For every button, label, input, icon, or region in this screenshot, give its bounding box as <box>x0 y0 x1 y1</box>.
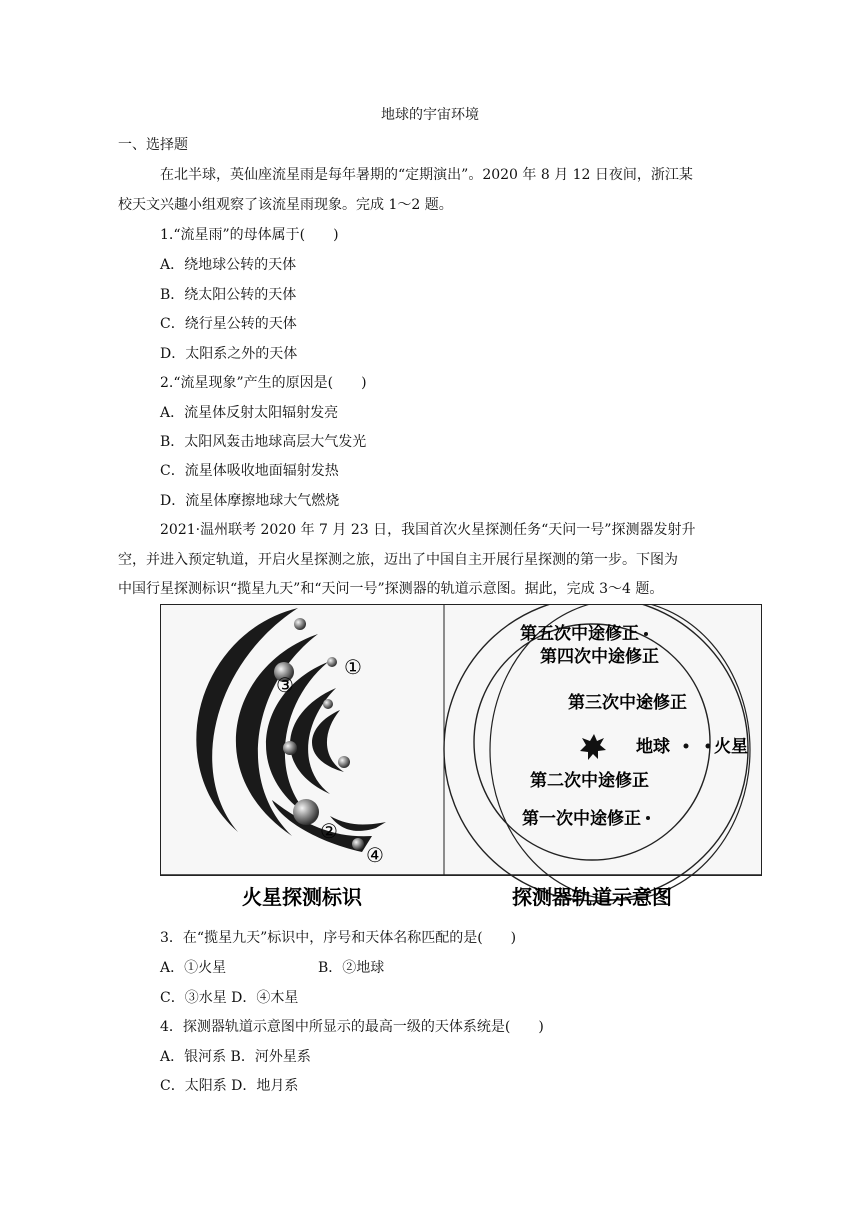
planet-ball-2 <box>327 657 337 667</box>
q4-stem: 4．探测器轨道示意图中所显示的最高一级的天体系统是( ) <box>160 1019 544 1035</box>
page-title: 地球的宇宙环境 <box>381 107 479 123</box>
correction-5-dot <box>644 632 648 636</box>
intro2-line1: 2021·温州联考 2020 年 7 月 23 日，我国首次火星探测任务“天问一号”探测器发射升 <box>160 522 696 538</box>
planet-ball-1 <box>294 618 306 630</box>
q4-options-cd: C．太阳系 D．地月系 <box>160 1078 299 1094</box>
q2-option-d: D．流星体摩擦地球大气燃烧 <box>160 493 340 509</box>
marker-2: ② <box>320 819 338 843</box>
planet-ball-6 <box>338 756 350 768</box>
label-third-correction: 第三次中途修正 <box>568 693 687 713</box>
section-heading: 一、选择题 <box>118 137 188 153</box>
label-fourth-correction: 第四次中途修正 <box>540 647 659 667</box>
marker-3: ③ <box>276 673 294 697</box>
q1-option-d: D．太阳系之外的天体 <box>160 346 298 362</box>
q1-option-a: A．绕地球公转的天体 <box>160 257 297 273</box>
q3-options-cd: C．③水星 D．④木星 <box>160 990 299 1006</box>
q3-stem: 3．在“揽星九天”标识中，序号和天体名称匹配的是( ) <box>160 930 517 946</box>
label-second-correction: 第二次中途修正 <box>530 771 649 791</box>
figure-composite <box>160 604 762 916</box>
q1-option-c: C．绕行星公转的天体 <box>160 316 297 332</box>
q3-option-a: A．①火星 <box>160 960 227 976</box>
intro2-line3: 中国行星探测标识“揽星九天”和“天问一号”探测器的轨道示意图。据此，完成 3～4 题。 <box>118 581 664 597</box>
mars-dot <box>706 744 711 749</box>
figure-svg <box>160 604 762 916</box>
q1-option-b: B．绕太阳公转的天体 <box>160 287 297 303</box>
marker-1: ① <box>344 655 362 679</box>
q4-options-ab: A．银河系 B．河外星系 <box>160 1049 311 1065</box>
planet-ball-7 <box>293 799 319 825</box>
earth-dot <box>684 744 689 749</box>
q3-option-b: B．②地球 <box>318 960 385 976</box>
label-fifth-correction: 第五次中途修正 <box>520 624 639 644</box>
q2-option-b: B．太阳风轰击地球高层大气发光 <box>160 434 367 450</box>
planet-ball-4 <box>323 699 333 709</box>
label-earth: 地球 <box>636 737 670 757</box>
q2-option-c: C．流星体吸收地面辐射发热 <box>160 463 339 479</box>
q1-stem: 1.“流星雨”的母体属于( ) <box>160 227 339 243</box>
q2-stem: 2.“流星现象”产生的原因是( ) <box>160 375 367 391</box>
planet-ball-8 <box>352 838 364 850</box>
intro2-line2: 空，并进入预定轨道，开启火星探测之旅，迈出了中国自主开展行星探测的第一步。下图为 <box>118 552 678 568</box>
intro1-line1: 在北半球，英仙座流星雨是每年暑期的“定期演出”。2020 年 8 月 12 日夜间，浙江某 <box>160 167 693 183</box>
caption-right: 探测器轨道示意图 <box>512 885 672 909</box>
q2-option-a: A．流星体反射太阳辐射发亮 <box>160 405 339 421</box>
marker-4: ④ <box>366 843 384 867</box>
caption-left: 火星探测标识 <box>242 885 362 909</box>
planet-ball-5 <box>283 741 297 755</box>
intro1-line2: 校天文兴趣小组观察了该流星雨现象。完成 1～2 题。 <box>118 197 453 213</box>
correction-1-dot <box>646 816 650 820</box>
label-first-correction: 第一次中途修正 <box>522 809 641 829</box>
label-mars: 火星 <box>714 737 748 757</box>
